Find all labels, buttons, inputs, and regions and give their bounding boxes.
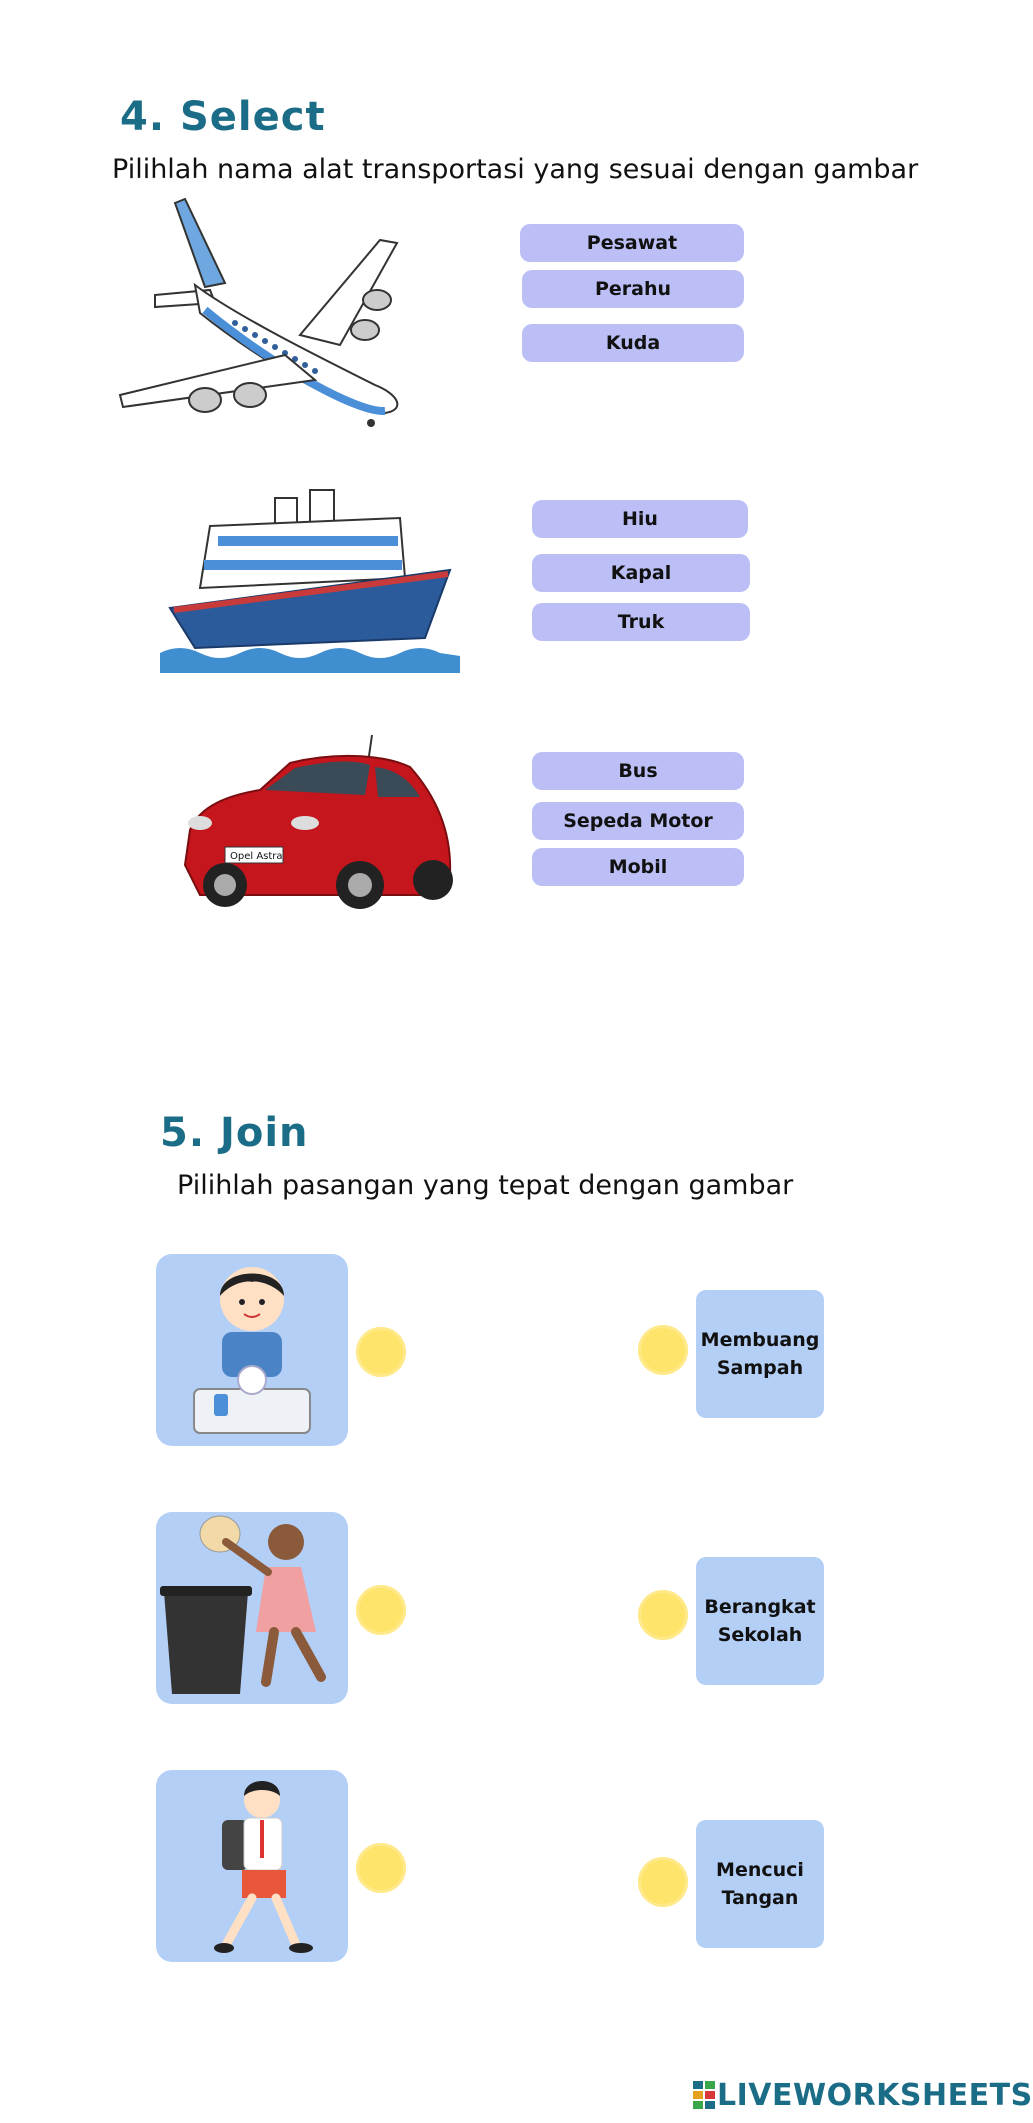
car-plate-text: Opel Astra: [230, 851, 283, 862]
washing-hands-illustration: [156, 1254, 348, 1446]
card-membuang-sampah[interactable]: [696, 1290, 824, 1418]
car-image: [180, 735, 455, 910]
join-left-dot-2[interactable]: [356, 1585, 406, 1635]
option-perahu[interactable]: Perahu: [522, 270, 744, 308]
card-3-line1: Mencuci: [716, 1859, 804, 1881]
join-heading: 5. Join: [160, 1110, 309, 1156]
card-2-line1: Berangkat: [704, 1596, 816, 1618]
going-to-school-tile: [156, 1770, 348, 1962]
join-left-dot-1[interactable]: [356, 1327, 406, 1377]
liveworksheets-brand: LIVEWORKSHEETS: [717, 2078, 1033, 2113]
card-mencuci-tangan[interactable]: [696, 1820, 824, 1948]
join-right-dot-1[interactable]: [638, 1325, 688, 1375]
select-instruction: Pilihlah nama alat transportasi yang sesuai dengan gambar: [112, 154, 919, 185]
ship-image: [160, 488, 460, 673]
going-to-school-illustration: [156, 1770, 348, 1962]
option-bus[interactable]: Bus: [532, 752, 744, 790]
card-1-line1: Membuang: [700, 1329, 820, 1351]
throwing-trash-illustration: [156, 1512, 348, 1704]
card-3-line2: Tangan: [721, 1887, 799, 1909]
card-berangkat-sekolah[interactable]: [696, 1557, 824, 1685]
liveworksheets-logo: [693, 2078, 1033, 2113]
option-hiu[interactable]: Hiu: [532, 500, 748, 538]
card-2-line2: Sekolah: [717, 1624, 803, 1646]
join-right-dot-2[interactable]: [638, 1590, 688, 1640]
option-truk[interactable]: Truk: [532, 603, 750, 641]
option-pesawat[interactable]: Pesawat: [520, 224, 744, 262]
option-kuda[interactable]: Kuda: [522, 324, 744, 362]
join-instruction: Pilihlah pasangan yang tepat dengan gambar: [177, 1170, 794, 1201]
washing-hands-tile: [156, 1254, 348, 1446]
join-left-dot-3[interactable]: [356, 1843, 406, 1893]
throwing-trash-tile: [156, 1512, 348, 1704]
option-sepeda-motor[interactable]: Sepeda Motor: [532, 802, 744, 840]
option-mobil[interactable]: Mobil: [532, 848, 744, 886]
liveworksheets-icon: [693, 2081, 717, 2111]
airplane-image: [115, 195, 415, 435]
select-heading: 4. Select: [120, 94, 326, 140]
join-right-dot-3[interactable]: [638, 1857, 688, 1907]
option-kapal[interactable]: Kapal: [532, 554, 750, 592]
card-1-line2: Sampah: [716, 1357, 804, 1379]
